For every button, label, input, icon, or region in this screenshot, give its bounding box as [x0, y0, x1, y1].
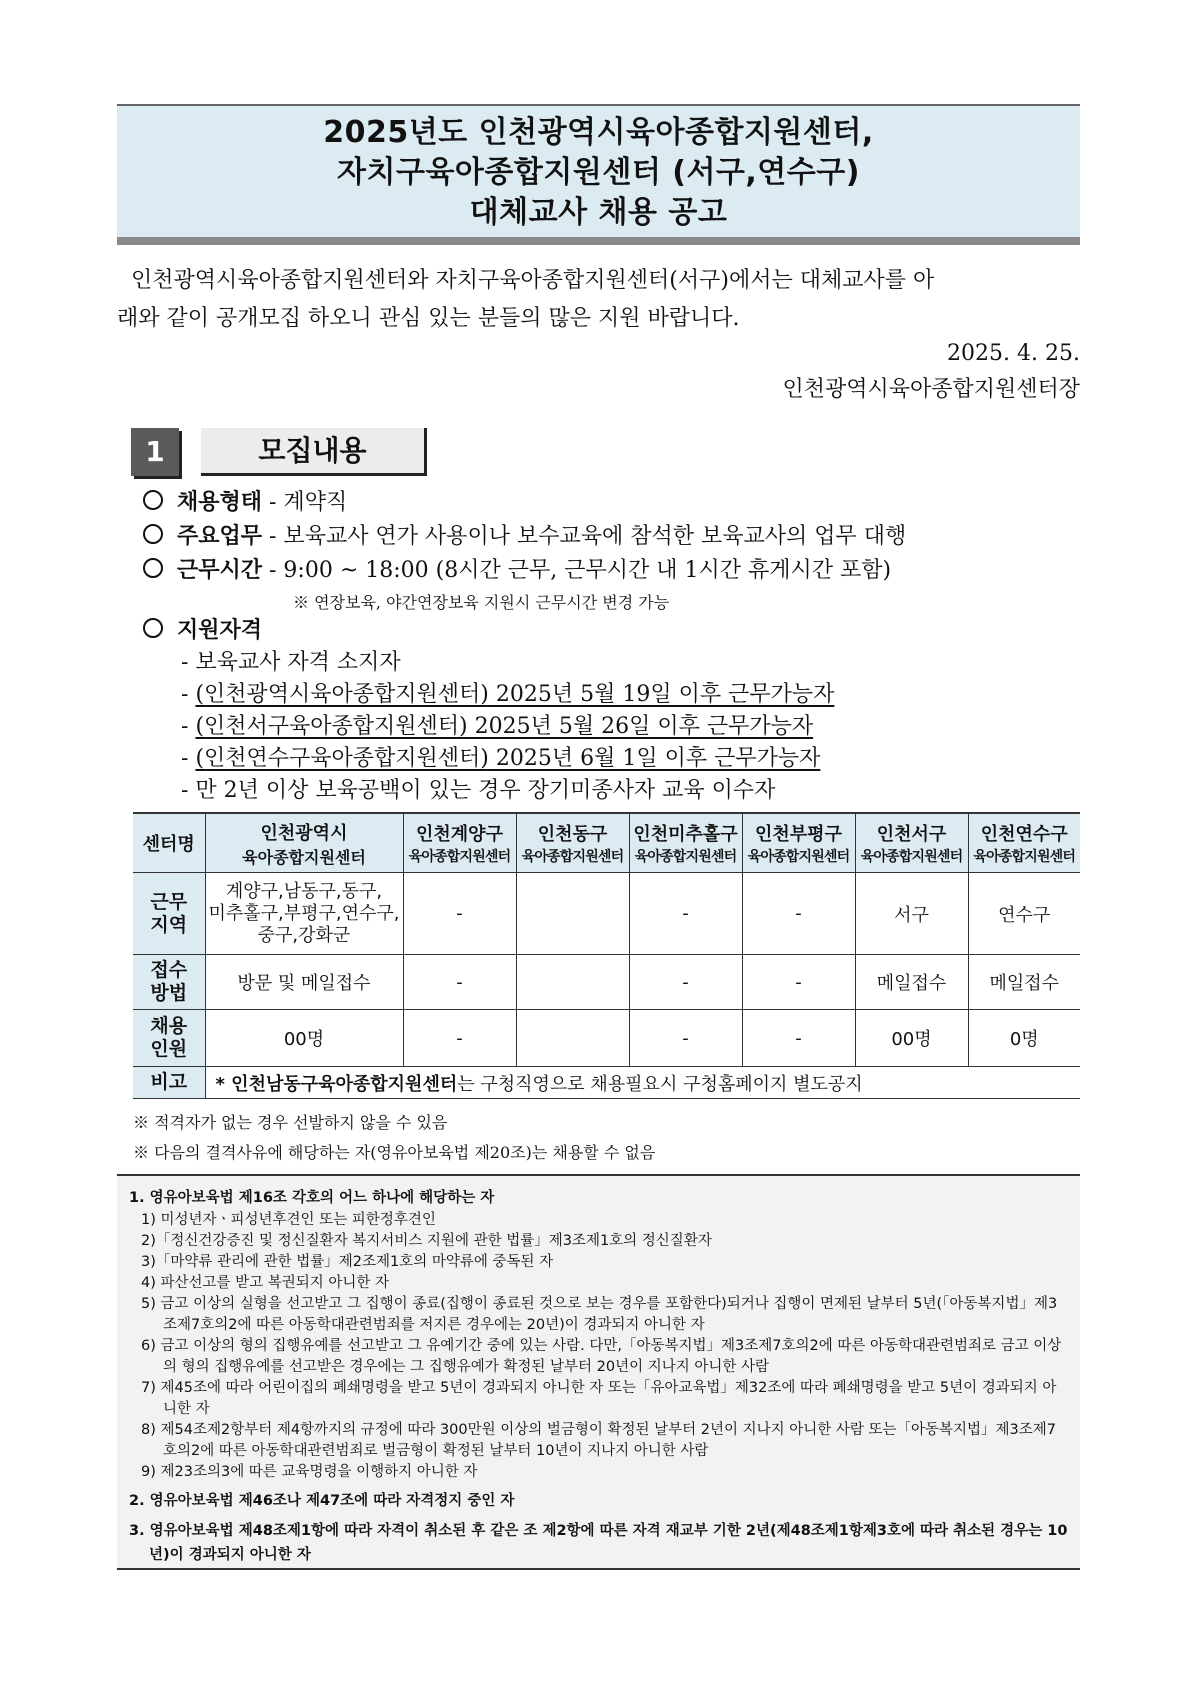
disq-item: 1) 미성년자ㆍ피성년후견인 또는 피한정후견인: [141, 1212, 436, 1228]
disq-item: 4) 파산선고를 받고 복권되지 아니한 자: [141, 1275, 390, 1291]
disq-item: 2)「정신건강증진 및 정신질환자 복지서비스 지원에 관한 법률」제3조제1호의 정신질환자: [141, 1233, 712, 1249]
circle-bullet-icon: [143, 558, 163, 578]
disq-item: 3)「마약류 관리에 관한 법률」제2조제1호의 마약류에 중독된 자: [141, 1254, 554, 1270]
recruitment-table: [133, 812, 1080, 1099]
note-1: ※ 적격자가 없는 경우 선발하지 않을 수 있음: [133, 1113, 448, 1132]
cell: [516, 1010, 629, 1067]
cell: -: [403, 873, 516, 955]
table-row: [133, 873, 1080, 955]
cell: 서구: [855, 873, 968, 955]
note-2: ※ 다음의 결격사유에 해당하는 자(영유아보육법 제20조)는 채용할 수 없음: [133, 1143, 656, 1162]
cell: 메일접수: [968, 955, 1080, 1010]
title-line-3: 대체교사 채용 공고: [469, 195, 728, 230]
header-incheon: 인천광역시 육아종합지원센터: [205, 813, 403, 873]
cell-area-incheon: 계양구,남동구,동구, 미추홀구,부평구,연수구, 중구,강화군: [205, 873, 403, 955]
disq-heading-1: 1. 영유아보육법 제16조 각호의 어느 하나에 해당하는 자: [129, 1190, 495, 1206]
intro-line-2: 래와 같이 공개모집 하오니 관심 있는 분들의 많은 지원 바랍니다.: [117, 306, 740, 331]
cell: -: [742, 1010, 855, 1067]
header-gyeyang: 인천계양구 육아종합지원센터: [403, 813, 516, 873]
disq-item: 9) 제23조의3에 따른 교육명령을 이행하지 아니한 자: [141, 1464, 478, 1480]
cell: 방문 및 메일접수: [205, 955, 403, 1010]
cell: -: [742, 955, 855, 1010]
qual-item-1: - 보육교사 자격 소지자: [181, 650, 401, 675]
work-hours-note: ※ 연장보육, 야간연장보육 지원시 근무시간 변경 가능: [293, 593, 670, 612]
title-line-2: 자치구육아종합지원센터 (서구,연수구): [337, 155, 860, 190]
qual-item-2: - (인천광역시육아종합지원센터) 2025년 5월 19일 이후 근무가능자: [181, 682, 835, 707]
cell: 0명: [968, 1010, 1080, 1067]
row-label-count: 채용 인원: [133, 1010, 205, 1067]
header-bupyeong: 인천부평구 육아종합지원센터: [742, 813, 855, 873]
cell: 메일접수: [855, 955, 968, 1010]
announcement-date: 2025. 4. 25.: [947, 341, 1080, 366]
qual-item-3: - (인천서구육아종합지원센터) 2025년 5월 26일 이후 근무가능자: [181, 714, 814, 739]
qual-item-5: - 만 2년 이상 보육공백이 있는 경우 장기미종사자 교육 이수자: [181, 778, 776, 803]
cell: -: [403, 1010, 516, 1067]
title-line-1: 2025년도 인천광역시육아종합지원센터,: [323, 115, 874, 150]
cell: -: [742, 873, 855, 955]
disq-item: 6) 금고 이상의 형의 집행유예를 선고받고 그 유예기간 중에 있는 사람. 다만,「아동복지법」제3조제7호의2에 따른 아동학대관련범죄로 금고 이상의 형의 집행유예를 선고받은 경우에는 그 집행유예가 확정된 날부터 20년이 지나지 아니한 사람: [141, 1338, 1062, 1375]
table-row: [133, 955, 1080, 1010]
intro-paragraph: [117, 262, 1080, 338]
qualification: 지원자격: [143, 616, 262, 646]
signer: 인천광역시육아종합지원센터장: [782, 377, 1080, 402]
main-duty: 주요업무 - 보육교사 연가 사용이나 보수교육에 참석한 보육교사의 업무 대행: [143, 522, 906, 552]
row-label-method: 접수 방법: [133, 955, 205, 1010]
cell: -: [629, 1010, 742, 1067]
cell: -: [403, 955, 516, 1010]
cell: [516, 873, 629, 955]
cell: -: [629, 873, 742, 955]
work-hours: 근무시간 - 9:00 ~ 18:00 (8시간 근무, 근무시간 내 1시간 휴게시간 포함): [143, 556, 891, 586]
title-box: [117, 104, 1080, 245]
disq-heading-3: 3. 영유아보육법 제48조제1항에 따라 자격이 취소된 후 같은 조 제2항에 따른 자격 재교부 기한 2년(제48조제1항제3호에 따라 취소된 경우는 10년)이 경과되지 아니한 자: [129, 1523, 1068, 1563]
section-title: 모집내용: [201, 428, 427, 476]
cell: 00명: [205, 1010, 403, 1067]
employment-type: 채용형태 - 계약직: [143, 488, 347, 518]
disq-item: 5) 금고 이상의 실형을 선고받고 그 집행이 종료(집행이 종료된 것으로 보는 경우를 포함한다)되거나 집행이 면제된 날부터 5년(「아동복지법」제3조제7호의2에 따른 아동학대관련범죄를 저지른 경우에는 20년)이 경과되지 아니한 자: [141, 1296, 1058, 1333]
disq-heading-2: 2. 영유아보육법 제46조나 제47조에 따라 자격정지 중인 자: [129, 1493, 515, 1509]
header-michuhol: 인천미추홀구 육아종합지원센터: [629, 813, 742, 873]
intro-line-1: 인천광역시육아종합지원센터와 자치구육아종합지원센터(서구)에서는 대체교사를 아: [131, 268, 935, 293]
header-yeonsu: 인천연수구 육아종합지원센터: [968, 813, 1080, 873]
circle-bullet-icon: [143, 490, 163, 510]
disq-item: 7) 제45조에 따라 어린이집의 폐쇄명령을 받고 5년이 경과되지 아니한 자 또는「유아교육법」제32조에 따라 폐쇄명령을 받고 5년이 경과되지 아니한 자: [141, 1380, 1057, 1417]
disq-item: 8) 제54조제2항부터 제4항까지의 규정에 따라 300만원 이상의 벌금형이 확정된 날부터 2년이 지나지 아니한 사람 또는「아동복지법」제3조제7호의2에 따른 아동학대관련범죄로 벌금형이 확정된 날부터 10년이 지나지 아니한 사람: [141, 1422, 1057, 1459]
qual-item-4: - (인천연수구육아종합지원센터) 2025년 6월 1일 이후 근무가능자: [181, 746, 821, 771]
section-number: 1: [131, 428, 179, 476]
circle-bullet-icon: [143, 524, 163, 544]
table-row-remark: [133, 1067, 1080, 1099]
disqualification-box: [117, 1174, 1080, 1570]
row-label-remark: 비고: [133, 1067, 205, 1099]
header-donggu: 인천동구 육아종합지원센터: [516, 813, 629, 873]
cell: 00명: [855, 1010, 968, 1067]
header-seogu: 인천서구 육아종합지원센터: [855, 813, 968, 873]
table-row: [133, 1010, 1080, 1067]
cell: -: [629, 955, 742, 1010]
cell: 연수구: [968, 873, 1080, 955]
row-label-area: 근무 지역: [133, 873, 205, 955]
header-corner: 센터명: [133, 813, 205, 873]
table-header-row: [133, 813, 1080, 873]
circle-bullet-icon: [143, 618, 163, 638]
remark-cell: * 인천남동구육아종합지원센터는 구청직영으로 채용필요시 구청홈페이지 별도공지: [205, 1067, 1080, 1099]
cell: [516, 955, 629, 1010]
